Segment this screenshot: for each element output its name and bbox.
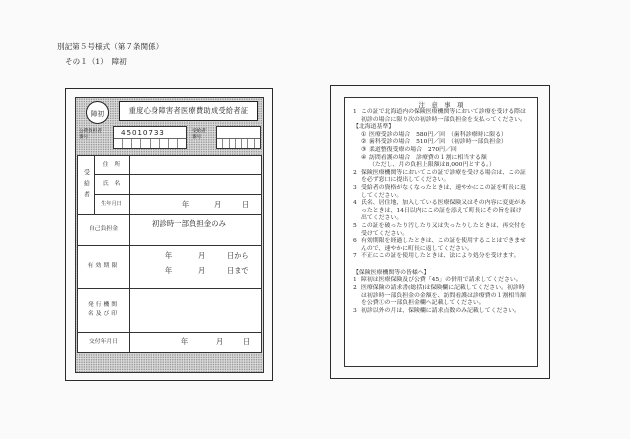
note-number: 4: [353, 200, 357, 207]
provider-item: [353, 277, 527, 285]
rate-text: 医療受診の場合 580円／回 （歯科診療時に限る）: [369, 131, 507, 138]
note-item: [353, 185, 527, 200]
birth-date-label: 生年月日: [101, 200, 122, 207]
rate-mark: ②: [361, 139, 367, 146]
address-label: 住 所: [102, 161, 121, 168]
validity-from-day: 日から: [227, 251, 249, 260]
digit-cell: [150, 139, 159, 148]
certificate-title: 重度心身障害者医療費助成受給者証: [119, 101, 258, 121]
note-number: 7: [353, 253, 357, 260]
section-spacer: [353, 261, 527, 270]
validity-to-day: 日まで: [227, 266, 249, 275]
digit-cell: [159, 139, 168, 148]
issuer-label: 発行機関名及び印: [87, 302, 120, 317]
validity-from-month: 月: [198, 251, 206, 260]
copay-label: 自己負担金: [89, 226, 118, 232]
digit-cell: [168, 139, 177, 148]
digit-cell: [140, 139, 149, 148]
issuer-cell: [78, 288, 129, 332]
issue-date-label: 交付年月日: [89, 338, 118, 345]
provider-number: 3: [353, 307, 357, 314]
rate-mark: ④: [361, 154, 367, 161]
validity-to-year: 年: [165, 266, 173, 275]
rate-text: 歯科受診の場合 510円／回 （初診時一部負担金）: [369, 139, 507, 146]
note-text: この証を破ったり汚したり又は失ったりしたときは、再交付を受けてください。: [361, 222, 526, 237]
notes-card: [344, 97, 538, 367]
notes-body: [353, 109, 527, 315]
issue-date-day: 日: [243, 337, 251, 346]
digit-cell: [254, 139, 260, 148]
column-divider: [129, 156, 130, 352]
validity-label: 有効期限: [87, 263, 120, 269]
recipient-number-label: 受給者番号: [192, 129, 206, 140]
note-number: 6: [353, 238, 357, 245]
payer-digit-cells: [114, 138, 186, 148]
digit-cell: [114, 139, 122, 148]
recipient-number-box: [216, 126, 261, 149]
birth-date-year: 年: [182, 200, 190, 209]
standard-heading: 【北海道基準】: [353, 124, 395, 131]
validity-from-year: 年: [165, 251, 173, 260]
rate-cap-note: （ただし、月の負担上限額は8,000円とする。）: [369, 162, 495, 169]
certificate-table: [77, 155, 262, 353]
provider-item: [353, 285, 527, 308]
provider-number: 2: [353, 285, 357, 292]
issue-date-year: 年: [181, 337, 189, 346]
note-text: 保険医療機関等においてこの証で診療を受ける場合は、この証を必ず窓口に提出してください。: [361, 169, 526, 184]
certificate-badge: 障初: [86, 101, 109, 124]
note-text: この証で北海道内の保険医療機関等において診療を受ける際は初診の場合に限り次の初診時一部負担金を支払ってください。: [361, 109, 526, 123]
payer-number: 45010733: [121, 128, 165, 137]
note-text: 有効期限を経過したときは、この証を使用することはできませんので、速やかに町長に返してください。: [361, 238, 526, 252]
certificate-card: [75, 97, 264, 373]
note-number: 1: [353, 109, 357, 115]
recipient-digit-cells: [217, 138, 260, 148]
provider-heading: 【保険医療機関等の皆様へ】: [353, 269, 430, 276]
payer-number-label: 公費負担者番号: [79, 129, 102, 140]
rate-item: [353, 139, 527, 147]
provider-number: 1: [353, 277, 357, 284]
name-label: 氏 名: [102, 180, 121, 187]
rate-mark: ①: [361, 131, 367, 138]
birth-date-month: 月: [214, 200, 222, 209]
validity-to-month: 月: [198, 266, 206, 275]
recipient-section-cell: [78, 156, 94, 214]
provider-text: 初診以外の月は、保険欄に請求点数のみ記載してください。: [361, 307, 521, 314]
rate-text: 訪問看護の場合 診療費の１割に相当する額: [369, 154, 487, 161]
birth-date-day: 日: [242, 200, 250, 209]
note-text: 氏名、居住地、加入している医療保険又はその内容に変更があったときは、14日以内にこの証を添えて町長にその旨を届け出てください。: [361, 200, 526, 222]
copay-value: 初診時一部負担金のみ: [152, 219, 226, 228]
form-subtitle: その１（1） 障初: [65, 57, 127, 66]
note-number: 2: [353, 169, 357, 176]
digit-cell: [122, 139, 131, 148]
provider-text: 医療保険の請求書(総括)は保険欄に記載してください。初診時は初診時一部負担金の金額を、訪問看護は診療費の１割相当額を公費①の一部負担金欄へ記載してください。: [361, 285, 526, 307]
rate-item: [353, 147, 527, 155]
note-item: [353, 109, 527, 124]
note-item: [353, 200, 527, 223]
rate-text: 柔道整復受療の場合 270円／回: [369, 146, 457, 153]
provider-item: [353, 308, 527, 316]
note-item: [353, 170, 527, 185]
provider-text: 障初は医療保険及び公費「45」の併用で請求してください。: [361, 277, 522, 284]
rate-mark: ③: [361, 146, 367, 153]
note-item: [353, 238, 527, 253]
note-number: 5: [353, 222, 357, 229]
note-text: 受給者の資格がなくなったときは、速やかにこの証を町長に返してください。: [361, 184, 526, 199]
note-number: 3: [353, 184, 357, 191]
note-item: [353, 253, 527, 261]
digit-cell: [131, 139, 140, 148]
notes-title: 注 意 事 項: [418, 101, 464, 109]
note-item: [353, 223, 527, 238]
note-text: 不正にこの証を使用したときは、法により処分を受けます。: [361, 253, 520, 260]
form-reference: 別記第５号様式（第７条関係）: [57, 42, 164, 51]
payer-number-box: [113, 126, 187, 149]
issue-date-month: 月: [216, 337, 224, 346]
recipient-section-label: 受給者: [82, 168, 90, 202]
digit-cell: [177, 139, 186, 148]
